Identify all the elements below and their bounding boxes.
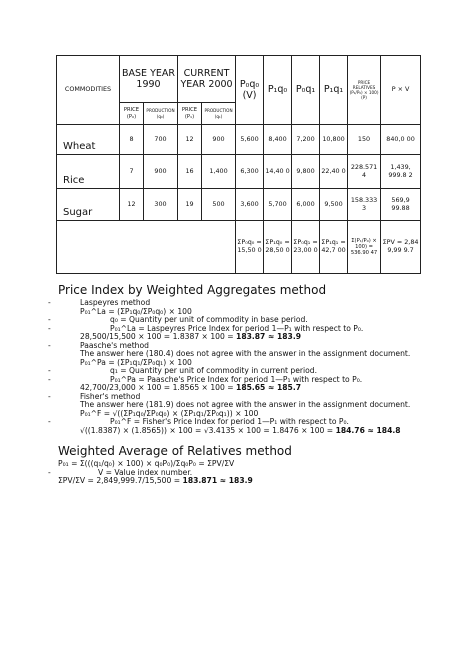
table-cell: 900: [202, 125, 236, 155]
header-price-relatives: PRICE RELATIVES (P₁/P₀) × 100) (P): [348, 56, 381, 125]
table-cell: 1,400: [202, 155, 236, 189]
calculation-result: 184.76 ≈ 184.8: [335, 425, 401, 435]
method-title: - Paasche's method: [58, 342, 468, 351]
table-cell: 6,000: [292, 189, 320, 221]
total-cell: Σ(P₁/P₀) × 100) = 536.90 47: [348, 221, 381, 274]
table-cell: 19: [178, 189, 202, 221]
calculation: [58, 427, 468, 436]
subheader-price-current: PRICE (P₁): [178, 103, 202, 125]
header-base-year: BASE YEAR 1990: [120, 56, 178, 103]
totals-row: [57, 221, 421, 274]
note: The answer here (181.9) does not agree with the answer in the assignment document.: [80, 400, 411, 409]
definition: - V = Value index number.: [58, 469, 468, 478]
calculation-result: 183.87 ≈ 183.9: [236, 332, 302, 341]
table-cell: 3,600: [236, 189, 264, 221]
table-cell: 12: [178, 125, 202, 155]
formula: P₀₁^F = √((ΣP₁q₀/ΣP₀q₀) × (ΣP₁q₁/ΣP₀q₁)) × 100: [80, 408, 259, 418]
definition: - q₀ = Quantity per unit of commodity in base period.: [58, 316, 468, 325]
header-p0q1: P₀q₁: [292, 56, 320, 125]
calculation: [58, 477, 468, 486]
table-cell: 150: [348, 125, 381, 155]
subheader-production-base: PRODUCTION (q₀): [144, 103, 178, 125]
table-cell: 8: [120, 125, 144, 155]
total-cell: ΣPV = 2,84 9,99 9.7: [381, 221, 421, 274]
definition: - P₀₁^F = Fisher's Price Index for period 1—P₁ with respect to P₀.: [58, 418, 468, 427]
total-cell: ΣP₁q₀ = 28,50 0: [264, 221, 292, 274]
table-cell: 16: [178, 155, 202, 189]
table-cell: 9,500: [320, 189, 348, 221]
header-current-year: CURRENT YEAR 2000: [178, 56, 236, 103]
table-cell: 500: [202, 189, 236, 221]
table-cell: 569,9 99.88: [381, 189, 421, 221]
table-cell: 10,800: [320, 125, 348, 155]
note: The answer here (180.4) does not agree with the answer in the assignment document.: [80, 349, 411, 358]
spacer: [58, 435, 468, 443]
table-row: [57, 125, 421, 155]
formula: P₀₁ = Σ(((q₁/q₀) × 100) × q₀P₀)/Σq₀P₀ = ΣPV/ΣV: [58, 459, 235, 468]
table-row: [57, 189, 421, 221]
total-cell: ΣP₀q₀ = 15,50 0: [236, 221, 264, 274]
table-cell: 5,700: [264, 189, 292, 221]
calculation-result: 183.871 ≈ 183.9: [182, 476, 253, 485]
formula: P₀₁^La = (ΣP₁q₀/ΣP₀q₀) × 100: [80, 306, 192, 316]
table-row: [57, 155, 421, 189]
calculation-text: √((1.8387) × (1.8565)) × 100 = √3.4135 × 100 = 1.8476 × 100 =: [80, 425, 336, 435]
document-body: [58, 282, 468, 486]
table-cell: Rice: [57, 155, 120, 189]
formula: P₀₁^Pa = (ΣP₁q₁/ΣP₀q₁) × 100: [80, 357, 192, 367]
table-cell: 158.333 3: [348, 189, 381, 221]
definition: - q₁ = Quantity per unit of commodity in current period.: [58, 367, 468, 376]
table-cell-empty: [57, 221, 236, 274]
method-title: - Laspeyres method: [58, 299, 468, 308]
table-cell: 840,0 00: [381, 125, 421, 155]
table-cell: 228.571 4: [348, 155, 381, 189]
table-cell: 900: [144, 155, 178, 189]
table-cell: 1,439, 999.8 2: [381, 155, 421, 189]
subheader-production-current: PRODUCTION (q₁): [202, 103, 236, 125]
table-cell: Wheat: [57, 125, 120, 155]
table-cell: 7: [120, 155, 144, 189]
table-cell: 14,40 0: [264, 155, 292, 189]
header-commodities: COMMODITIES: [57, 56, 120, 125]
definition: - P₀₁^La = Laspeyres Price Index for period 1—P₁ with respect to P₀.: [58, 325, 468, 334]
section-heading: Price Index by Weighted Aggregates method: [58, 283, 327, 297]
calculation-result: 185.65 ≈ 185.7: [236, 383, 302, 392]
total-cell: ΣP₀q₁ = 23,00 0: [292, 221, 320, 274]
table-cell: 12: [120, 189, 144, 221]
table-cell: 5,600: [236, 125, 264, 155]
header-p0q0: P₀q₀ (V): [236, 56, 264, 125]
table-cell: 9,800: [292, 155, 320, 189]
table-cell: 700: [144, 125, 178, 155]
table-cell: 22,40 0: [320, 155, 348, 189]
table-cell: Sugar: [57, 189, 120, 221]
table-cell: 8,400: [264, 125, 292, 155]
calculation-text: 28,500/15,500 × 100 = 1.8387 × 100 =: [80, 332, 237, 341]
total-cell: ΣP₁q₁ = 42,7 00: [320, 221, 348, 274]
price-index-table: [56, 55, 421, 274]
subheader-price-base: PRICE (P₀): [120, 103, 144, 125]
header-p1q1: P₁q₁: [320, 56, 348, 125]
header-pv: P × V: [381, 56, 421, 125]
definition: - P₀₁^Pa = Paasche's Price Index for period 1—P₁ with respect to P₀.: [58, 376, 468, 385]
table-cell: 6,300: [236, 155, 264, 189]
table-cell: 300: [144, 189, 178, 221]
header-p1q0: P₁q₀: [264, 56, 292, 125]
calculation-text: 42,700/23,000 × 100 = 1.8565 × 100 =: [80, 383, 237, 392]
table-cell: 7,200: [292, 125, 320, 155]
calculation-text: ΣPV/ΣV = 2,849,999.7/15,500 =: [58, 476, 183, 485]
method-title: - Fisher's method: [58, 393, 468, 402]
section-heading: Weighted Average of Relatives method: [58, 444, 292, 458]
